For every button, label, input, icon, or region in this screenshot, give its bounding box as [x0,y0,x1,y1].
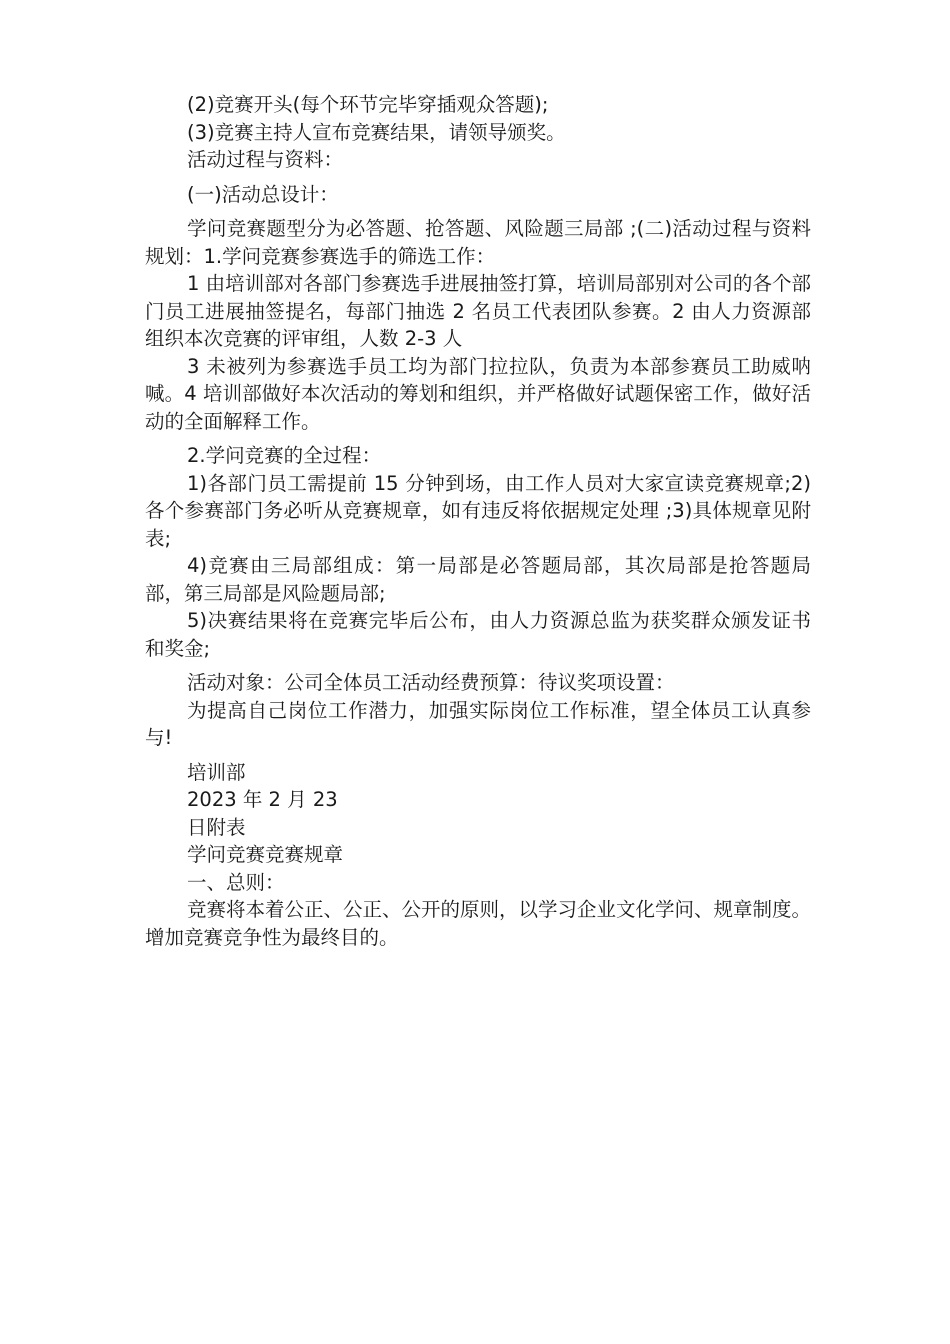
paragraph-process-heading: 活动过程与资料： [187,148,344,171]
paragraph-principles: 竞赛将本着公正、公正、公开的原则，以学习企业文化学问、规章制度。增加竞赛竞争性为最终目的。 [145,898,812,949]
paragraph-contest-opening: (2)竞赛开头(每个环节完毕穿插观众答题); [187,93,549,116]
paragraph-question-types: 学问竞赛题型分为必答题、抢答题、风险题三局部 ;(二)活动过程与资料规划：1.学问竞赛参赛选手的筛选工作： [145,217,811,268]
paragraph-arrival-rules: 1)各部门员工需提前 15 分钟到场，由工作人员对大家宣读竞赛规章;2)各个参赛部门务必听从竞赛规章，如有违反将依据规定处理 ;3)具体规章见附表; [145,471,811,550]
paragraph-announce-results: (3)竞赛主持人宣布竞赛结果，请领导颁奖。 [187,120,566,144]
paragraph-overall-design-heading: (一)活动总设计： [187,182,339,206]
paragraph-final-results: 5)决赛结果将在竞赛完毕后公布，由人力资源总监为获奖群众颁发证书和奖金; [145,609,811,660]
document-body [145,91,811,951]
paragraph-three-parts: 4)竞赛由三局部组成：第一局部是必答题局部，其次局部是抢答题局部，第三局部是风险题局部; [145,554,811,605]
paragraph-call-to-participate: 为提高自己岗位工作潜力，加强实际岗位工作标准，望全体员工认真参与! [145,698,811,749]
appendix-title: 学问竞赛竞赛规章 [187,843,344,866]
paragraph-cheering-team: 3 未被列为参赛选手员工均为部门拉拉队，负责为本部参赛员工助威呐喊。4 培训部做好本次活动的筹划和组织，并严格做好试题保密工作，做好活动的全面解释工作。 [145,354,811,433]
signature-date: 2023 年 2 月 23 [187,788,338,811]
paragraph-selection-draw: 1 由培训部对各部门参赛选手进展抽签打算，培训局部别对公司的各个部门员工进展抽签提名，每部门抽选 2 名员工代表团队参赛。2 由人力资源部组织本次竞赛的评审组，人数 2-3 人 [145,272,811,350]
paragraph-activity-target: 活动对象：公司全体员工活动经费预算：待议奖项设置： [187,671,675,694]
paragraph-full-process-heading: 2.学问竞赛的全过程： [187,444,382,467]
paragraph-appendix-label: 日附表 [187,815,246,839]
signature-department: 培训部 [187,760,246,784]
appendix-section-heading: 一、总则： [187,870,285,894]
